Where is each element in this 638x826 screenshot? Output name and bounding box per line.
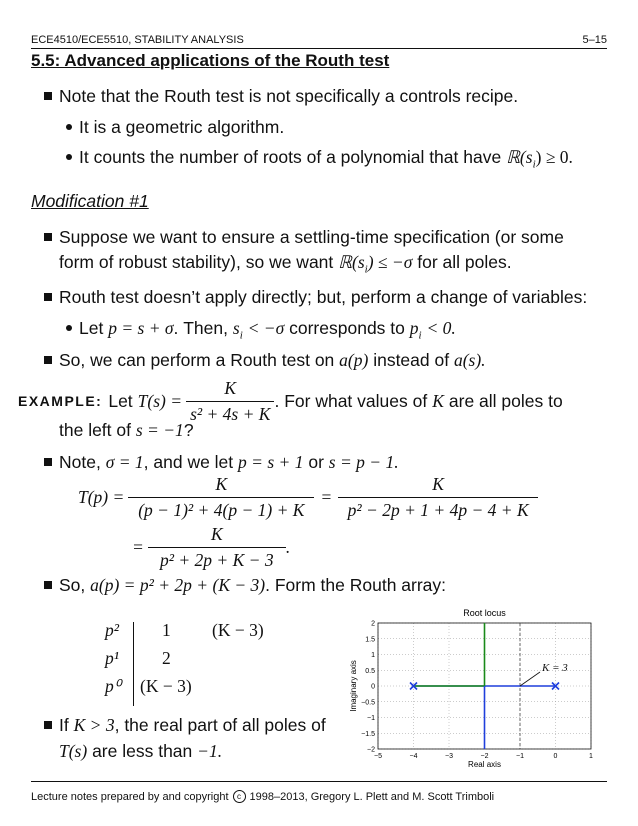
square-bullet-icon (44, 92, 52, 100)
square-bullet-icon (44, 293, 52, 301)
y-tick-label: 1 (371, 652, 375, 659)
square-bullet-icon (44, 233, 52, 241)
x-axis-label: Real axis (468, 760, 501, 769)
copyright-icon: c (233, 790, 246, 803)
root-locus-chart (348, 603, 606, 773)
header-rule (31, 48, 607, 49)
section-title: 5.5: Advanced applications of the Routh test (31, 51, 390, 70)
bullet-routh-note: Note that the Routh test is not specifically a controls recipe. (44, 86, 518, 107)
bullet-change-variables: Routh test doesn’t apply directly; but, perform a change of variables: (44, 287, 587, 308)
example-statement: EXAMPLE: Let T(s) = $\frac{K}{\text{s² + 4s + K}}$ . For what values of K are all poles to (18, 377, 563, 424)
annotation-arrow (520, 672, 540, 686)
equation-line1: T(p) = $\frac{K}{\text{(p − 1)² + 4(p − 1) + K}}$ = $\frac{K}{\text{p² − 2p + 1 + 4p − 4 + K}}$ (78, 472, 538, 522)
bullet-routh-on-ap: So, we can perform a Routh test on a(p) instead of a(s). (44, 350, 486, 371)
y-tick-label: −0.5 (361, 699, 375, 707)
example-line2: the left of s = −1? (59, 420, 194, 440)
x-tick-label: 0 (553, 753, 558, 760)
bullet-conclusion: If K > 3, the real part of all poles of (44, 715, 326, 736)
bullet-note-sigma: Note, σ = 1, and we let p = s + 1 or s = p − 1. (44, 452, 399, 473)
footer-text: Lecture notes prepared by and copyright c 1998–2013, Gregory L. Plett and M. Scott Trimboli (31, 790, 495, 803)
y-tick-label: −1.5 (361, 730, 375, 738)
x-tick-label: 1 (589, 753, 593, 760)
y-tick-label: −1 (367, 715, 375, 722)
bullet-let-p: Let p = s + σ. Then, $s_i < -\sigma$ corresponds to $p_i < 0$. (66, 318, 456, 342)
example-fraction: $\frac{K}{\text{s² + 4s + K}}$ (186, 378, 274, 425)
x-tick-label: −3 (445, 753, 453, 760)
bullet-conclusion-line2: T(s) are less than −1. (59, 741, 223, 761)
x-tick-label: −1 (516, 753, 524, 760)
square-bullet-icon (44, 581, 52, 589)
annotation-label: K = 3 (542, 662, 568, 674)
equation-line2: = $\frac{K}{\text{p² + 2p + K − 3}}$ . (132, 523, 291, 570)
y-tick-label: −2 (367, 746, 375, 754)
round-bullet-icon (66, 154, 72, 160)
x-tick-label: −4 (409, 753, 418, 760)
equation-fraction-1: $\frac{K}{\text{(p − 1)² + 4(p − 1) + K}}$ (128, 474, 314, 521)
y-axis-label: Imaginary axis (349, 660, 358, 712)
example-label: EXAMPLE: (18, 393, 103, 409)
bullet-settling-time: Suppose we want to ensure a settling-time specification (or some (44, 227, 564, 248)
page-number: 5–15 (582, 34, 607, 46)
bullet-settling-time-line2: form of robust stability), so we want $ℝ(s_i) \le -\sigma$ for all poles. (59, 252, 512, 276)
round-bullet-icon (66, 124, 72, 130)
page-header-course: ECE4510/ECE5510, STABILITY ANALYSIS (31, 34, 244, 46)
routh-divider (133, 622, 134, 706)
y-tick-label: 2 (371, 620, 375, 628)
bullet-geometric: It is a geometric algorithm. (66, 117, 284, 138)
chart-title: Root locus (463, 608, 506, 618)
square-bullet-icon (44, 356, 52, 364)
footer-rule (31, 781, 607, 782)
y-tick-label: 1.5 (365, 636, 375, 644)
equation-fraction-2: $\frac{K}{\text{p² − 2p + 1 + 4p − 4 + K}}$ (338, 474, 538, 521)
y-tick-label: 0.5 (365, 667, 375, 675)
bullet-counts-roots: It counts the number of roots of a polynomial that have $ℝ(s_i) \ge 0$. (66, 147, 573, 171)
round-bullet-icon (66, 325, 72, 331)
square-bullet-icon (44, 721, 52, 729)
bullet-form-routh: So, a(p) = p² + 2p + (K − 3). Form the Routh array: (44, 575, 446, 596)
x-tick-label: −5 (374, 753, 382, 760)
x-tick-label: −2 (480, 753, 489, 760)
modification-heading: Modification #1 (31, 191, 149, 211)
square-bullet-icon (44, 458, 52, 466)
y-tick-label: 0 (371, 683, 375, 691)
equation-fraction-3: $\frac{K}{\text{p² + 2p + K − 3}}$ (148, 524, 286, 571)
